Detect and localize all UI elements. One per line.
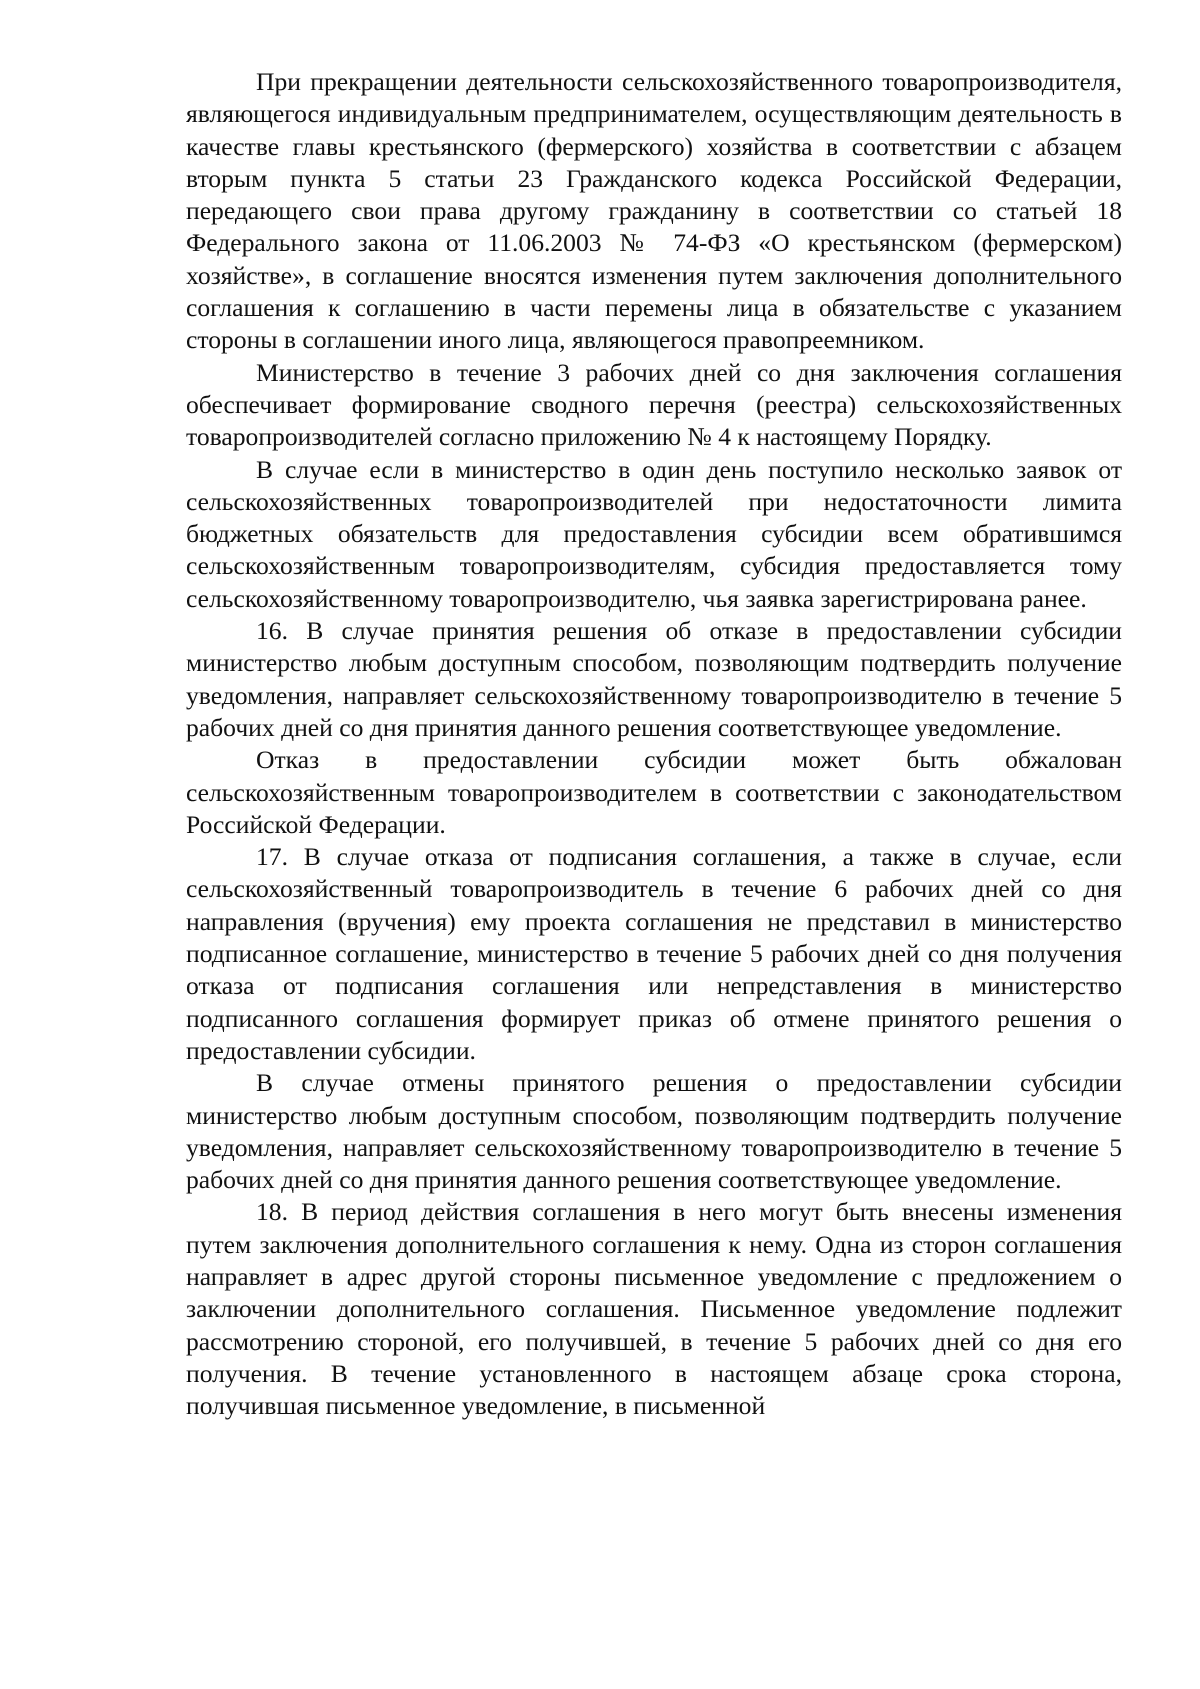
paragraph-registry: Министерство в течение 3 рабочих дней со дня заключения соглашения обеспечивает формирование сводного перечня (реестра) сельскохозяйственных товаропроизводителей согласно приложению № 4 к настоящему Порядку. — [186, 357, 1122, 452]
paragraph-succession: При прекращении деятельности сельскохозяйственного товаропроизводителя, являющегося индивидуальным предпринимателем, осуществляющим деятельность в качестве главы крестьянского (фермерского) хозяйства в соответствии с абзацем вторым пункта 5 статьи 23 Гражданского кодекса Российской Федерации, передающего свои права другому гражданину в соответствии со статьей 18 Федерального закона от 11.06.2003 № 74-ФЗ «О крестьянском (фермерском) хозяйстве», в соглашение вносятся изменения путем заключения дополнительного соглашения к соглашению в части перемены лица в обязательстве с указанием стороны в соглашении иного лица, являющегося правопреемником. — [186, 67, 1122, 355]
paragraph-16-refusal-notice: 16. В случае принятия решения об отказе в предоставлении субсидии министерство любым доступным способом, позволяющим подтвердить получение уведомления, направляет сельскохозяйственному товаропроизводителю в течение 5 рабочих дней со дня принятия данного решения соответствующее уведомление. — [186, 616, 1122, 742]
paragraph-18-amendments: 18. В период действия соглашения в него могут быть внесены изменения путем заключения дополнительного соглашения к нему. Одна из сторон соглашения направляет в адрес другой стороны письменное уведомление с предложением о заключении дополнительного соглашения. Письменное уведомление подлежит рассмотрению стороной, его получившей, в течение 5 рабочих дней со дня его получения. В течение установленного в настоящем абзаце срока сторона, получившая письменное уведомление, в письменной — [186, 1197, 1122, 1421]
paragraph-17-agreement-refusal: 17. В случае отказа от подписания соглашения, а также в случае, если сельскохозяйственный товаропроизводитель в течение 6 рабочих дней со дня направления (вручения) ему проекта соглашения не представил в министерство подписанное соглашение, министерство в течение 5 рабочих дней со дня получения отказа от подписания соглашения или непредставления в министерство подписанного соглашения формирует приказ об отмене принятого решения о предоставлении субсидии. — [186, 842, 1122, 1065]
paragraph-refusal-appeal: Отказ в предоставлении субсидии может быть обжалован сельскохозяйственным товаропроизводителем в соответствии с законодательством Российской Федерации. — [186, 745, 1122, 839]
paragraph-cancellation-notice: В случае отмены принятого решения о предоставлении субсидии министерство любым доступным способом, позволяющим подтвердить получение уведомления, направляет сельскохозяйственному товаропроизводителю в течение 5 рабочих дней со дня принятия данного решения соответствующее уведомление. — [186, 1068, 1122, 1195]
document-page — [186, 66, 1122, 1422]
paragraph-same-day-applications: В случае если в министерство в один день поступило несколько заявок от сельскохозяйственных товаропроизводителей при недостаточности лимита бюджетных обязательств для предоставления субсидии всем обратившимся сельскохозяйственным товаропроизводителям, субсидия предоставляется тому сельскохозяйственному товаропроизводителю, чья заявка зарегистрирована ранее. — [186, 454, 1122, 613]
